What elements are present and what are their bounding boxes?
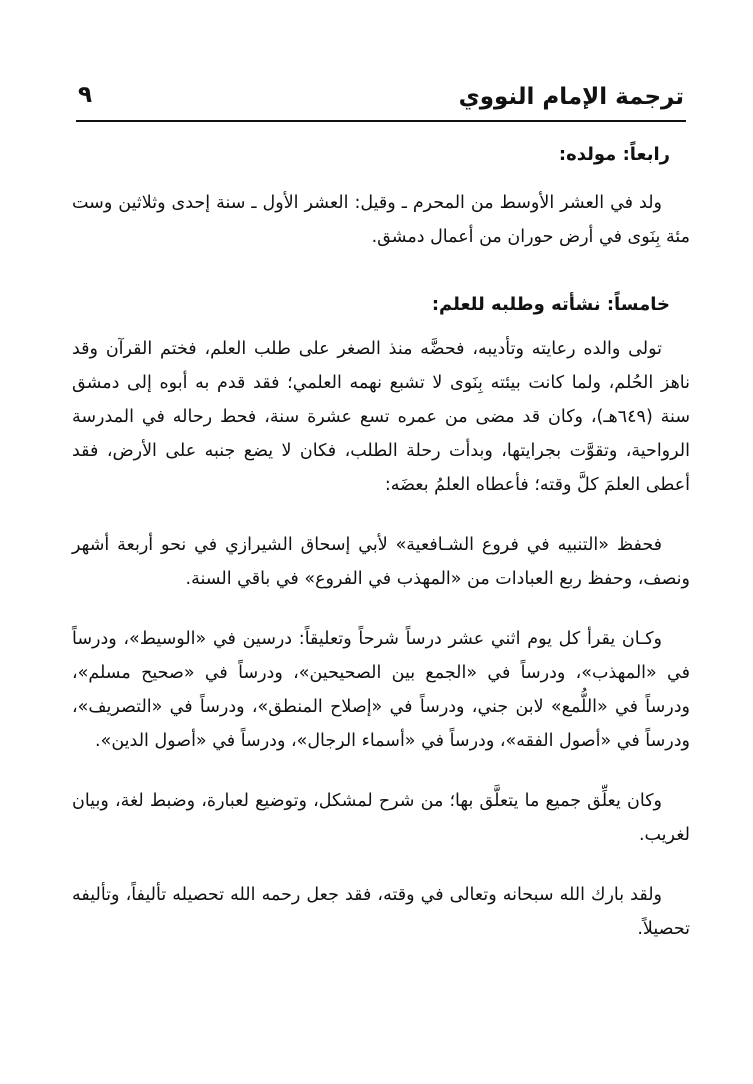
running-title: ترجمة الإمام النووي	[458, 84, 684, 110]
page-number: ٩	[78, 82, 93, 108]
paragraph-upbringing: تولى والده رعايته وتأديبه، فحضَّه منذ الصغر على طلب العلم، فختم القرآن وقد ناهز الحُلم، ولما كانت بيئته بِنَوى لا تشبع نهمه العلمي؛ فقد قدم به أبوه إلى دمشق سنة (٦٤٩هـ)، وكان قد مضى من عمره تسع عشرة سنة، فحط رحاله في المدرسة الرواحية، وتقوَّت بجرايتها، وبدأت رحلة الطلب، فكان لا يضع جنبه على الأرض، فقد أعطى العلمَ كلَّ وقته؛ فأعطاه العلمُ بعضَه:	[72, 339, 691, 495]
paragraph-lessons: وكـان يقرأ كل يوم اثني عشر درساً شرحاً وتعليقاً: درسين في «الوسيط»، ودرساً في «المهذب»، ودرساً في «الجمع بين الصحيحين»، ودرساً في «صحيح مسلم»، ودرساً في «اللُّمع» لابن جني، ودرساً في «إصلاح المنطق»، ودرساً في «التصريف»، ودرساً في «أصول الفقه»، ودرساً في «أسماء الرجال»، ودرساً في «أصول الدين».	[72, 629, 690, 751]
section-heading-upbringing: خامساً: نشأته وطلبه للعلم:	[431, 294, 670, 315]
paragraph-memorization: فحفظ «التنبيه في فروع الشـافعية» لأبي إسحاق الشيرازي في نحو أربعة أشهر ونصف، وحفظ ربع العبادات من «المهذب في الفروع» في باقي السنة.	[72, 535, 690, 589]
page-body	[72, 138, 690, 946]
paragraph-blessing: ولقد بارك الله سبحانه وتعالى في وقته، فقد جعل رحمه الله تحصيله تأليفاً، وتأليفه تحصيلاً.	[72, 885, 690, 939]
section-heading-birth: رابعاً: مولده:	[558, 144, 670, 165]
paragraph-birth: ولد في العشر الأوسط من المحرم ـ وقيل: العشر الأول ـ سنة إحدى وثلاثين وست مئة بِنَوى في أرض حوران من أعمال دمشق.	[72, 193, 690, 247]
header-divider	[76, 120, 686, 122]
page-header	[76, 82, 684, 118]
paragraph-commentary: وكان يعلِّق جميع ما يتعلَّق بها؛ من شرح لمشكل، وتوضيع لعبارة، وضبط لغة، وبيان لغريب.	[72, 791, 690, 845]
